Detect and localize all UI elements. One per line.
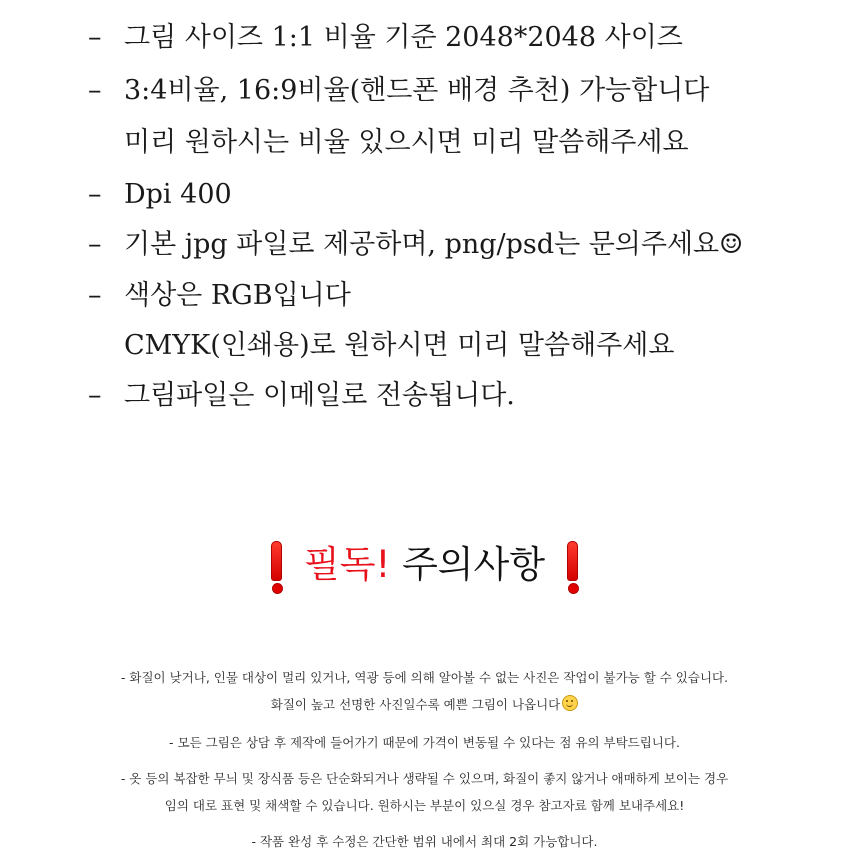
notice-line-text: 화질이 높고 선명한 사진일수록 예쁜 그림이 나옵니다 bbox=[270, 697, 561, 712]
notice-line bbox=[0, 694, 849, 716]
bullet-dash: – bbox=[88, 179, 102, 210]
notice-line: - 작품 완성 후 수정은 간단한 범위 내에서 최대 2회 가능합니다. bbox=[251, 834, 598, 849]
spec-ratios: 3:4비율, 16:9비율(핸드폰 배경 추천) 가능합니다 bbox=[124, 75, 710, 106]
bullet-dash: – bbox=[88, 75, 102, 106]
spec-size: 그림 사이즈 1:1 비율 기준 2048*2048 사이즈 bbox=[124, 22, 683, 53]
notice-title bbox=[0, 530, 849, 600]
must-read-label: 필독! bbox=[303, 543, 391, 586]
spec-cmyk-note: CMYK(인쇄용)로 원하시면 미리 말씀해주세요 bbox=[124, 330, 675, 361]
spec-ratio-note: 미리 원하시는 비율 있으시면 미리 말씀해주세요 bbox=[124, 127, 689, 158]
exclamation-icon bbox=[271, 541, 282, 593]
bullet-dash: – bbox=[88, 22, 102, 53]
notice-line: - 모든 그림은 상담 후 제작에 들어가기 때문에 가격이 변동될 수 있다는 점 유의 부탁드립니다. bbox=[169, 735, 680, 750]
notice-line: - 옷 등의 복잡한 무늬 및 장식품 등은 단순화되거나 생략될 수 있으며, 화질이 좋지 않거나 애매하게 보이는 경우 bbox=[120, 771, 729, 786]
notice-line: - 화질이 낮거나, 인물 대상이 멀리 있거나, 역광 등에 의해 알아볼 수 없는 사진은 작업이 불가능 할 수 있습니다. bbox=[120, 670, 729, 685]
bullet-dash: – bbox=[88, 280, 102, 311]
caution-heading: 주의사항 bbox=[402, 543, 546, 586]
spec-color: 색상은 RGB입니다 bbox=[124, 280, 351, 311]
bullet-dash: – bbox=[88, 380, 102, 411]
spec-file-format: 기본 jpg 파일로 제공하며, png/psd는 문의주세요☺ bbox=[124, 229, 744, 260]
notice-line: 임의 대로 표현 및 채색할 수 있습니다. 원하시는 부분이 있으실 경우 참고자료 함께 보내주세요! bbox=[164, 798, 685, 813]
spec-dpi: Dpi 400 bbox=[124, 179, 232, 210]
bullet-dash: – bbox=[88, 229, 102, 260]
exclamation-icon bbox=[567, 541, 578, 593]
smiley-icon bbox=[562, 695, 578, 711]
spec-delivery: 그림파일은 이메일로 전송됩니다. bbox=[124, 380, 515, 411]
